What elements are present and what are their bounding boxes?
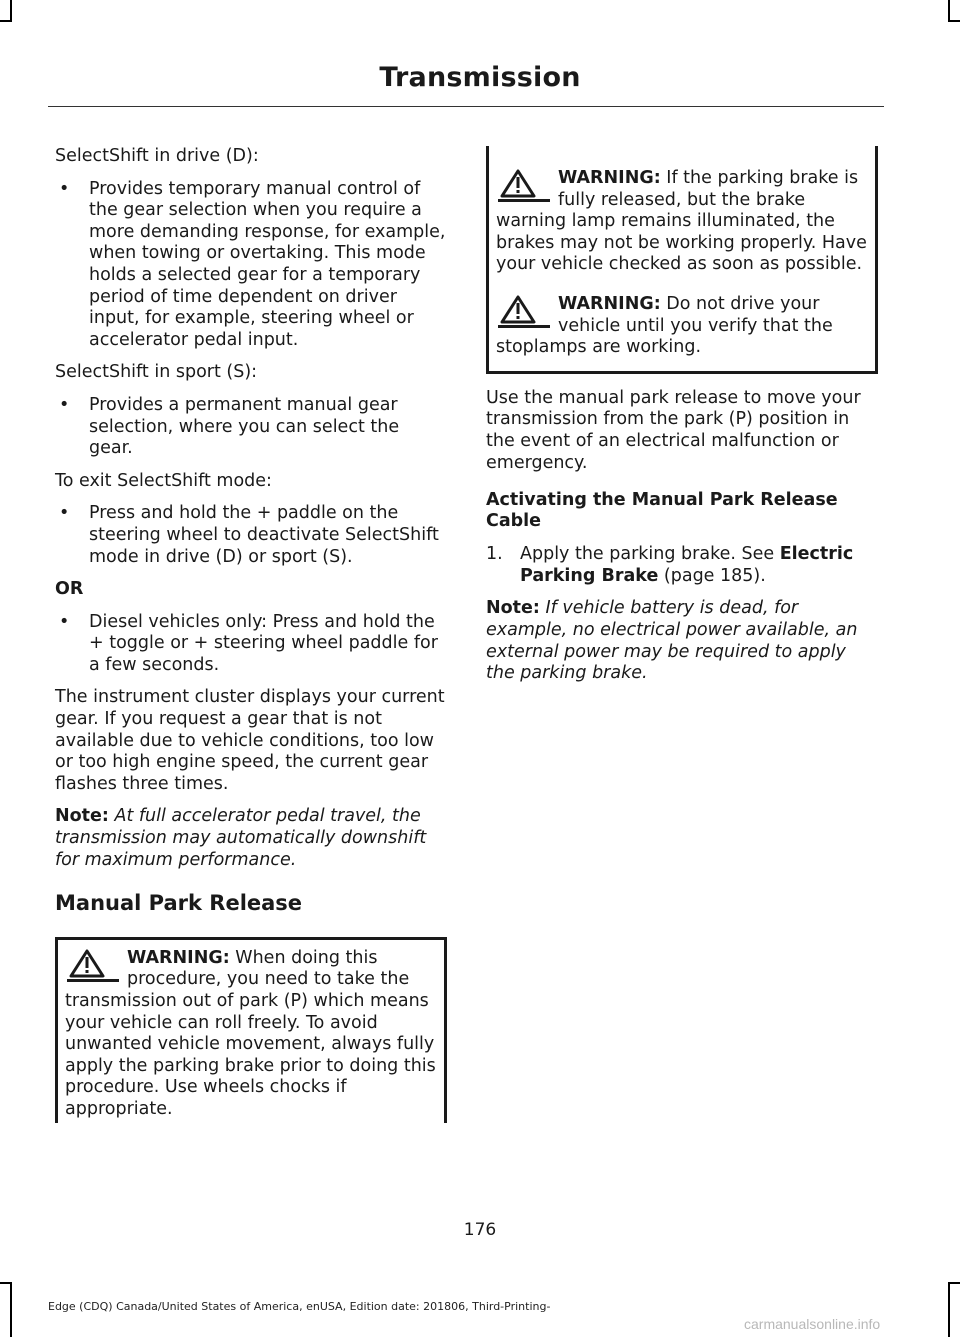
right-column — [486, 146, 878, 696]
crop-mark-bottom-left-v — [10, 1282, 12, 1337]
note — [55, 806, 447, 871]
note-label: Note: — [486, 598, 540, 619]
paragraph-exit-selectshift: To exit SelectShift mode: — [55, 470, 272, 491]
page-title: Transmission — [379, 62, 581, 93]
paragraph-selectshift-drive: SelectShift in drive (D): — [55, 146, 259, 166]
warning-triangle-icon — [496, 168, 552, 202]
bullet-icon: • — [59, 394, 70, 415]
crop-mark-top-left-h — [0, 20, 12, 22]
page-reference: (page 185). — [663, 565, 766, 586]
note-label: Note: — [55, 806, 109, 827]
warning-triangle-icon — [65, 948, 121, 982]
crop-mark-bottom-left-h — [0, 1282, 12, 1284]
bullet-text: Provides temporary manual control of the gear selection when you require a more demanding response, for example, when towing or overtaking. This mode holds a selected gear for a temporary period of time dependent on driver input, for example, steering wheel or accelerator pedal input. — [89, 178, 446, 350]
warning-text: Do not drive your vehicle until you verify that the stoplamps are working. — [496, 293, 833, 358]
numbered-step — [486, 544, 878, 587]
bullet-text: Diesel vehicles only: Press and hold the + toggle or + steering wheel paddle for a few seconds. — [89, 611, 438, 675]
warning-box — [486, 146, 878, 374]
warning-label: WARNING: — [127, 947, 230, 968]
warning-label: WARNING: — [558, 293, 661, 314]
crop-mark-bottom-right-h — [948, 1282, 960, 1284]
crop-mark-top-right-h — [948, 20, 960, 22]
crop-mark-top-left-v — [10, 0, 12, 22]
warning-triangle-icon — [496, 294, 552, 328]
section-heading-activating-cable: Activating the Manual Park Release Cable — [486, 490, 838, 532]
left-column — [55, 146, 447, 1135]
step-number: 1. — [486, 544, 503, 565]
paragraph-instrument-cluster: The instrument cluster displays your current gear. If you request a gear that is not available due to vehicle conditions, too low or too high engine speed, the current gear flashes three times. — [55, 687, 445, 794]
cross-reference-link[interactable]: Electric Parking Brake — [520, 544, 854, 586]
page-number: 176 — [463, 1220, 497, 1240]
bullet-icon: • — [59, 503, 70, 524]
crop-mark-bottom-right-v — [948, 1282, 950, 1337]
warning-label: WARNING: — [558, 168, 661, 188]
header-divider — [48, 106, 884, 107]
bullet-item — [55, 503, 447, 568]
warning-text: When doing this procedure, you need to take the transmission out of park (P) which means your vehicle can roll freely. To avoid unwanted vehicle movement, always fully apply the parking brake prior to doing this procedure. Use wheels chocks if appropriate. — [65, 947, 436, 1119]
note — [486, 598, 878, 684]
bullet-text: Press and hold the + paddle on the steering wheel to deactivate SelectShift mode in drive (D) or sport (S). — [89, 503, 439, 567]
bullet-item — [55, 612, 447, 677]
warning-item — [496, 168, 867, 276]
note-text: If vehicle battery is dead, for example, no electrical power available, an external power may be required to apply the parking brake. — [486, 598, 858, 684]
footer-edition: Edge (CDQ) Canada/United States of America, enUSA, Edition date: 201806, Third-Printing- — [48, 1300, 551, 1313]
paragraph-manual-park-release: Use the manual park release to move your transmission from the park (P) position in the event of an electrical malfunction or emergency. — [486, 387, 861, 473]
note-text: At full accelerator pedal travel, the transmission may automatically downshift for maximum performance. — [55, 806, 427, 870]
watermark: carmanualsonline.info — [744, 1316, 881, 1332]
warning-item — [65, 948, 436, 1121]
bullet-icon: • — [59, 178, 70, 199]
or-separator: OR — [55, 579, 84, 600]
crop-mark-top-right-v — [948, 0, 950, 22]
step-text: Apply the parking brake. See — [520, 544, 775, 565]
bullet-item — [55, 395, 447, 460]
warning-box — [55, 937, 447, 1123]
section-heading-manual-park-release: Manual Park Release — [55, 891, 303, 916]
warning-item — [496, 294, 867, 363]
bullet-text: Provides a permanent manual gear selection, where you can select the gear. — [89, 394, 400, 459]
bullet-item — [55, 179, 447, 352]
bullet-icon: • — [59, 611, 70, 632]
warning-text: If the parking brake is fully released, but the brake warning lamp remains illuminated, the brakes may not be working properly. Have your vehicle checked as soon as possible. — [496, 168, 867, 275]
paragraph-selectshift-sport: SelectShift in sport (S): — [55, 362, 258, 383]
